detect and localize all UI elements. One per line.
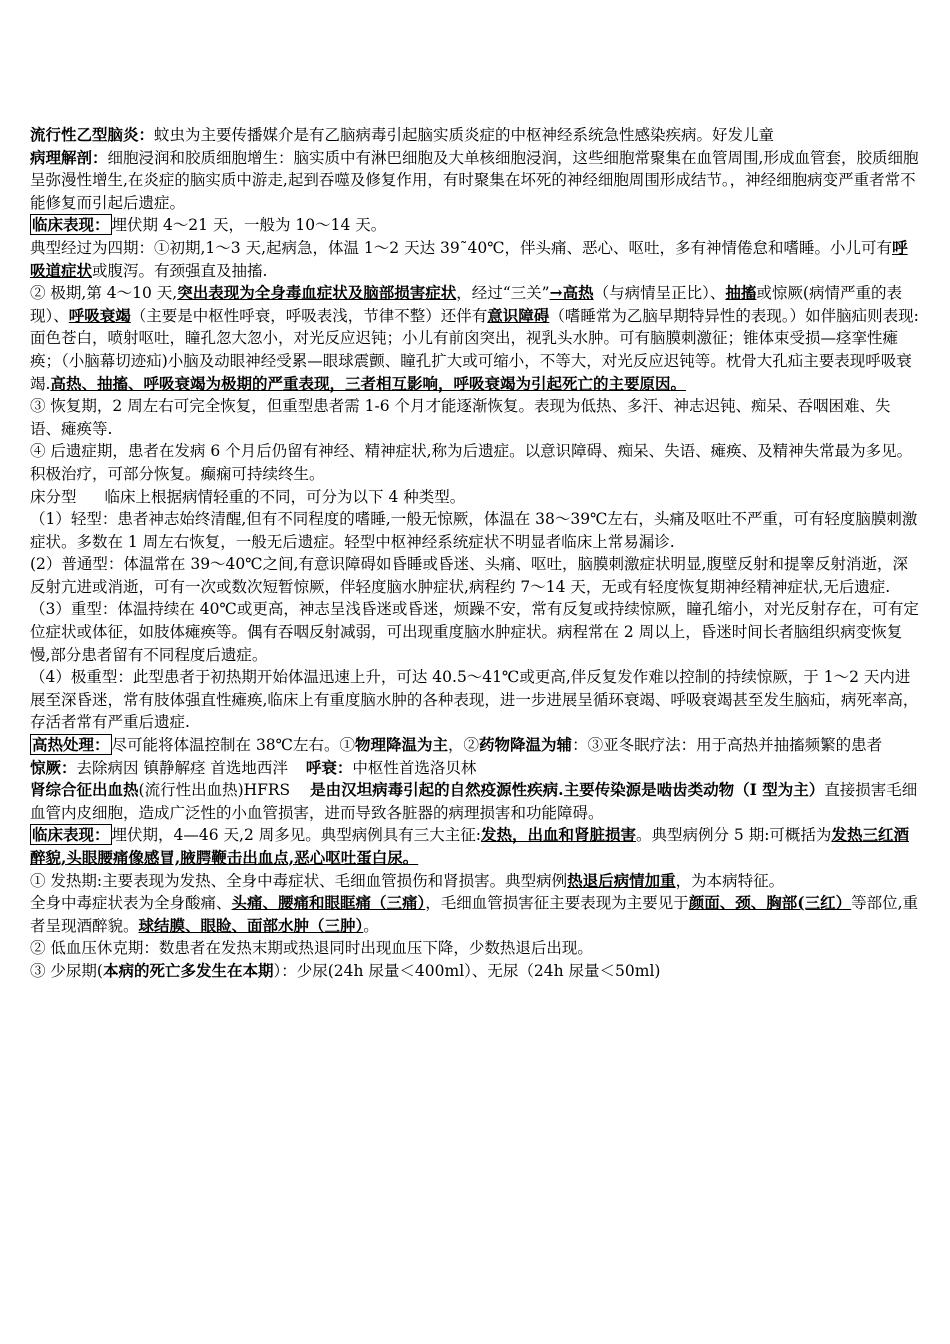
text-segment: 或腹泻。有颈强直及抽搐.	[92, 261, 268, 280]
text-segment: ③ 少尿期(	[30, 961, 103, 980]
emphasis-text: 突出表现为全身毒血症状及脑部损害症状	[177, 283, 457, 303]
text-segment: 全身中毒症状表为全身酸痛、	[30, 894, 232, 913]
paragraph-oliguria-stage	[30, 960, 920, 983]
text-segment: 去除病因 镇静解痉 首选地西泮	[76, 758, 288, 777]
text-segment: 尽可能将体温控制在 38℃左右。①	[111, 736, 356, 755]
text-segment: ① 发热期:主要表现为发热、全身中毒症状、毛细血管损伤和肾损害。典型病例	[30, 871, 568, 890]
emphasis-text: 呼吸道症状	[30, 237, 908, 280]
text-pathology: 细胞浸润和胶质细胞增生：脑实质中有淋巴细胞及大单核细胞浸润，这些细胞常聚集在血管周围,形成血管套，胶质细胞呈弥漫性增生,在炎症的脑实质中游走,起到吞噬及修复作用，有时聚集在坏死的神经细胞周围形成结节。，神经细胞病变严重者常不能修复而引起后遗症。	[30, 148, 919, 212]
paragraph-hypotension-stage: ② 低血压休克期：数患者在发热末期或热退同时出现血压下降，少数热退后出现。	[30, 939, 593, 958]
paragraph-convulsion-respiratory	[30, 757, 920, 780]
emphasis-text: 头痛、腰痛和眼眶痛（三痛）	[231, 893, 426, 913]
heading-clinical-boxed: 临床表现：	[32, 825, 110, 845]
text-segment: ，②	[448, 736, 480, 755]
paragraph-fever-management	[30, 734, 920, 757]
text-incubation: 埋伏期 4～21 天，一般为 10～14 天。	[111, 216, 387, 235]
emphasis-text: 本病的死亡多发生在本期	[102, 960, 274, 980]
emphasis-text: 发热三红酒醉貌,头眼腰痛像感冒,腋腭鞭击出血点,恶心呕吐蛋白尿。	[30, 825, 909, 867]
text-segment: 或惊厥(病情严重的表现）、	[30, 284, 902, 325]
text-segment: ）：少尿(24h 尿量＜400ml）、无尿（24h 尿量＜50ml)	[273, 961, 661, 980]
emphasis-text: 物理降温为主	[355, 735, 449, 755]
text-segment: 临床上根据病情轻重的不同，可分为以下 4 种类型。	[104, 487, 466, 506]
emphasis-text: 高热、抽搐、呼吸衰竭为极期的严重表现，三者相互影响，呼吸衰竭为引起死亡的主要原因。	[50, 373, 686, 393]
paragraph-clinical-jbe	[30, 214, 920, 237]
heading-fever-boxed: 高热处理：	[32, 735, 110, 755]
paragraph-stage-recovery: ③ 恢复期，2 周左右可完全恢复，但重型患者需 1-6 个月才能逐渐恢复。表现为低热、多汗、神志迟钝、痴呆、吞咽困难、失语、瘫痪等.	[30, 397, 891, 438]
paragraph-jbe-definition	[30, 124, 920, 147]
text-segment: 。典型病例分 5 期:可概括为	[635, 826, 832, 845]
emphasis-text: 意识障碍	[487, 305, 550, 325]
heading-respiratory: 呼衰：	[305, 757, 353, 777]
text-segment: ② 极期,第 4～10 天,	[30, 284, 178, 303]
paragraph-fever-stage	[30, 870, 920, 893]
text-segment: 床分型	[30, 487, 77, 506]
paragraph-stage-sequelae: ④ 后遗症期，患者在发病 6 个月后仍留有神经、精神症状,称为后遗症。以意识障碍、痴呆、失语、瘫痪、及精神失常最为多见。积极治疗，可部分恢复。癫痫可持续终生。	[30, 442, 913, 483]
heading-jbe: 流行性乙型脑炎：	[30, 125, 155, 144]
heading-hfrs: 肾综合征出血热	[30, 780, 139, 800]
heading-convulsion: 惊厥：	[30, 757, 77, 777]
text-segment: （主要是中枢性呼衰，呼吸表浅，节律不整）还伴有	[130, 306, 488, 325]
text-segment: 典型经过为四期：①初期,1～3 天,起病急，体温 1～2 天达 39˜40℃，伴头痛、恶心、呕吐，多有神情倦怠和嗜睡。小儿可有	[30, 238, 893, 257]
paragraph-clinical-types	[30, 486, 920, 509]
paragraph-type-common: (2）普通型：体温常在 39～40℃之间,有意识障碍如昏睡或昏迷、头痛、呕吐，脑膜刺激症状明显,腹壁反射和提睾反射消逝，深反射亢进或消逝，可有一次或数次短暂惊厥，伴轻度脑水肿症状,病程约 7～14 天，无或有轻度恢复期神经精神症状,无后遗症.	[30, 555, 908, 596]
text-segment: 直接损害毛细血管内皮细胞，造成广泛性的小血管损害，进而导致各脏器的病理损害和功能障碍。	[30, 781, 918, 822]
emphasis-text: 颜面、颈、胸部(三红）	[688, 893, 852, 913]
paragraph-hfrs-definition	[30, 779, 920, 824]
text-segment: 埋伏期，4—46 天,2 周多见。典型病例具有三大主征:	[111, 826, 481, 845]
paragraph-type-mild: （1）轻型：患者神志始终清醒,但有不同程度的嗜睡,一般无惊厥，体温在 38～39℃左右，头痛及呕吐不严重，可有轻度脑膜刺激症状。多数在 1 周左右恢复，一般无后遗症。轻型中枢神经系统症状不明显者临床上常易漏诊.	[30, 510, 918, 551]
text-segment: （与病情呈正比）、	[593, 284, 726, 303]
emphasis-text: 呼吸衰竭	[68, 305, 131, 325]
heading-pathology: 病理解剖：	[30, 147, 108, 167]
text-segment: 中枢性首选洛贝林	[352, 758, 477, 777]
text-segment: ，为本病特征。	[675, 871, 785, 890]
text-segment: （嗜睡常为乙脑早期特异性的表现。）如伴脑疝则表现:面色苍白，喷射呕吐，瞳孔忽大忽小，对光反应迟钝；小儿有前囟突出，视乳头水肿。可有脑膜刺激征；锥体束受损—痉挛性瘫痪；（小脑幕切迹疝)小脑及动眼神经受累—眼球震颤、瞳孔扩大或可缩小，不等大，对光反应迟钝等。枕骨大孔疝主要表现呼吸衰竭.	[30, 306, 919, 393]
emphasis-text: 热退后病情加重	[567, 870, 676, 890]
emphasis-text: 发热，出血和肾脏损害	[480, 825, 636, 845]
emphasis-text: 药物降温为辅	[479, 735, 573, 755]
paragraph-clinical-hfrs	[30, 824, 920, 869]
paragraph-type-critical: （4）极重型：此型患者于初热期开始体温迅速上升，可达 40.5～41℃或更高,伴反复发作难以控制的持续惊厥，于 1～2 天内进展至深昏迷，常有肢体强直性瘫痪,临床上有重度脑水肿的各种表现，进一步进展呈循环衰竭、呼吸衰竭甚至发生脑疝，病死率高，存活者常有严重后遗症.	[30, 668, 919, 732]
paragraph-toxic-symptoms	[30, 892, 920, 937]
text-jbe-definition: 蚊虫为主要传播媒介是有乙脑病毒引起脑实质炎症的中枢神经系统急性感染疾病。好发儿童	[154, 126, 775, 144]
heading-clinical-boxed: 临床表现：	[32, 215, 110, 235]
paragraph-type-severe: （3）重型：体温持续在 40℃或更高，神志呈浅昏迷或昏迷，烦躁不安，常有反复或持续惊厥，瞳孔缩小，对光反射存在，可有定位症状或体征，如肢体瘫痪等。偶有吞咽反射减弱，可出现重度脑水肿症状。病程常在 2 周以上，昏迷时间长者脑组织病变恢复慢,部分患者留有不同程度后遗症。	[30, 600, 919, 664]
paragraph-pathology	[30, 147, 920, 215]
text-segment: ，毛细血管损害征主要表现为主要见于	[425, 894, 689, 913]
emphasis-text: →高热	[549, 283, 594, 303]
emphasis-text: 抽搐	[725, 283, 757, 303]
paragraph-stage-peak	[30, 282, 920, 395]
text-segment: ：③亚冬眠疗法：用于高热并抽搐频繁的患者	[572, 736, 883, 755]
text-segment: ，经过“三关”	[456, 284, 550, 303]
text-segment: 等部位,重者呈现酒醉貌。	[30, 894, 919, 935]
text-segment: (流行性出血热)HFRS	[138, 781, 291, 800]
emphasis-text: 球结膜、眼睑、面部水肿（三肿）	[138, 915, 364, 935]
paragraph-stage-initial	[30, 237, 920, 282]
text-segment: 。	[363, 916, 379, 935]
emphasis-text: 是由汉坦病毒引起的自然疫源性疾病.主要传染源是啮齿类动物（I 型为主）	[310, 780, 825, 800]
